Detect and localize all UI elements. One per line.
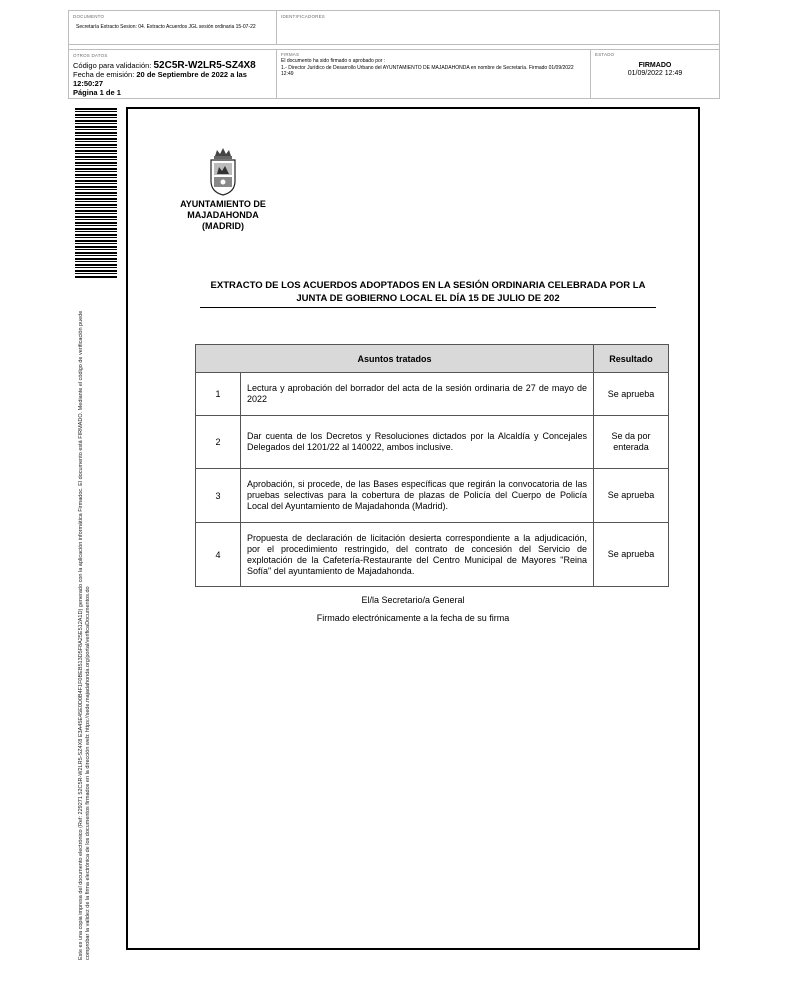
ayto-line-2: MAJADAHONDA <box>187 210 259 220</box>
page-count: Página 1 de 1 <box>73 88 121 97</box>
row-result: Se aprueba <box>594 373 669 416</box>
row-number: 2 <box>196 416 241 469</box>
title-line-1: EXTRACTO DE LOS ACUERDOS ADOPTADOS EN LA SESIÓN ORDINARIA CELEBRADA POR LA <box>210 280 646 291</box>
ayto-line-1: AYUNTAMIENTO DE <box>180 199 266 209</box>
row-description: Dar cuenta de los Decretos y Resoluciones dictados por la Alcaldía y Concejales Delegados del 1201/22 al 140022, ambos inclusive. <box>241 416 594 469</box>
emission-line <box>73 70 272 88</box>
estado-value: FIRMADO <box>638 62 672 69</box>
title-line-2: JUNTA DE GOBIERNO LOCAL EL DÍA 15 DE JULIO DE 202 <box>296 293 560 304</box>
document-page <box>126 107 700 950</box>
column-asuntos: Asuntos tratados <box>196 345 594 373</box>
firmas-line-1: El documento ha sido firmado o aprobado por : <box>281 58 386 64</box>
firmas-line-2: 1.- Director Jurídico de Desarrollo Urbano del AYUNTAMIENTO DE MAJADAHONDA en nombre de Secretaría. Firmado 01/09/2022 12:49 <box>281 65 574 77</box>
signature-note: Firmado electrónicamente a la fecha de su firma <box>316 613 510 623</box>
row-result: Se aprueba <box>594 469 669 523</box>
firmas-cell <box>277 49 591 98</box>
table-row <box>196 416 669 469</box>
row-description: Aprobación, si procede, de las Bases específicas que regirán la convocatoria de las pruebas selectivas para la cobertura de plazas de Policía del Cuerpo de Policía Local del Ayuntamiento de Majadahonda (Madrid). <box>241 469 594 523</box>
validation-prefix: Código para validación: <box>73 61 152 70</box>
validation-line <box>73 61 272 70</box>
documento-text: Secretaría Extracto Sesion: 04. Extracto Acuerdos JGL sesión ordinaria 15-07-22 <box>76 24 256 30</box>
documento-label: DOCUMENTO <box>73 14 105 19</box>
row-result: Se aprueba <box>594 523 669 587</box>
row-number: 4 <box>196 523 241 587</box>
table-row <box>196 469 669 523</box>
estado-date: 01/09/2022 12:49 <box>627 70 683 77</box>
estado-label: ESTADO <box>595 52 615 57</box>
document-header-box <box>68 10 720 99</box>
ayuntamiento-name <box>170 199 276 232</box>
row-number: 3 <box>196 469 241 523</box>
identificadores-label: IDENTIFICADORES <box>281 14 326 19</box>
otros-datos-label: OTROS DATOS <box>73 53 108 58</box>
emission-value: 20 de Septiembre de 2022 a las 12:50:27 <box>73 70 247 88</box>
agreements-table <box>195 344 669 587</box>
row-description: Propuesta de declaración de licitación desierta correspondiente a la adjudicación, por el procedimiento restringido, del contrato de concesión del Servicio de explotación de la Cafetería-Restaurante del Centro Municipal de Mayores "Reina Sofía" del ayuntamiento de Majadahonda. <box>241 523 594 587</box>
coat-of-arms-icon <box>206 147 240 197</box>
verification-side-text: Este es una copia impresa del documento electrónico (Ref: 229271 52C5R-W2LR5-SZ4X8 E3A45E45E0D0B4F1F0BEB513D5F8A25E512A1D) generado con la aplicación informática Firmadoc. El documento está FIRMADO. Mediante el código de verificación puede comprobar la validez de la firma electrónica de los documentos firmados en la dirección web: https://sede.majadahonda.org/portal/verificaDocumentos.do <box>78 310 91 960</box>
column-resultado: Resultado <box>594 345 669 373</box>
firmas-label: FIRMAS <box>281 52 300 57</box>
estado-cell <box>591 49 719 98</box>
row-number: 1 <box>196 373 241 416</box>
ayto-line-3: (MADRID) <box>202 221 244 231</box>
barcode <box>75 108 117 278</box>
identificadores-cell <box>277 11 719 45</box>
table-row <box>196 523 669 587</box>
emission-prefix: Fecha de emisión: <box>73 70 135 79</box>
otros-datos-cell <box>69 49 277 98</box>
table-row <box>196 373 669 416</box>
document-title <box>200 279 656 308</box>
table-header-row <box>196 345 669 373</box>
validation-code: 52C5R-W2LR5-SZ4X8 <box>153 60 256 71</box>
row-result: Se da por enterada <box>594 416 669 469</box>
row-description: Lectura y aprobación del borrador del acta de la sesión ordinaria de 27 de mayo de 2022 <box>241 373 594 416</box>
documento-cell <box>69 11 277 45</box>
signature-role: El/la Secretario/a General <box>361 595 465 605</box>
